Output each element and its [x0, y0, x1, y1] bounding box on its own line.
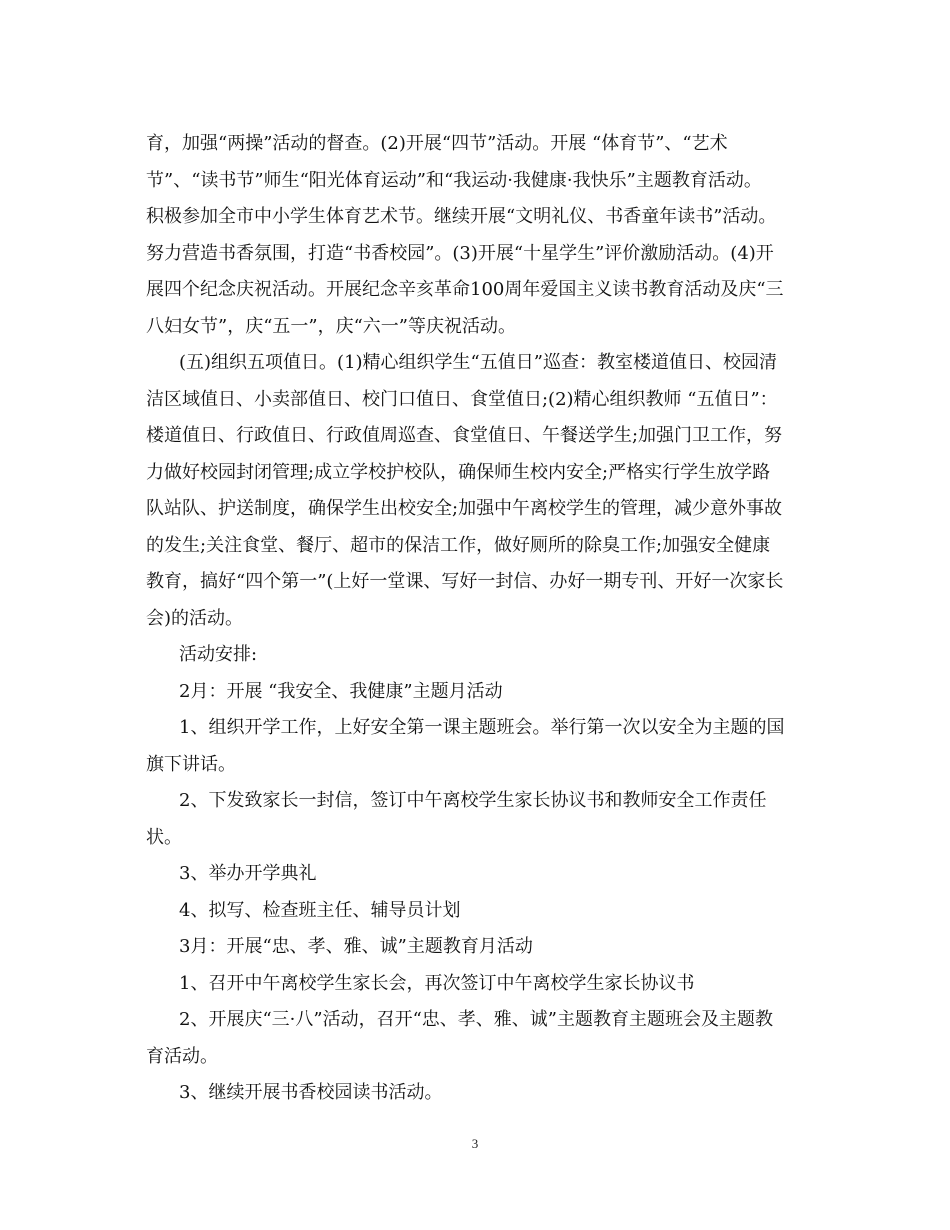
- text-line: 队站队、护送制度，确保学生出校安全;加强中午离校学生的管理，减少意外事故: [146, 498, 783, 519]
- month-heading: 2月：开展 “我安全、我健康”主题月活动: [179, 680, 503, 702]
- text-line: 力做好校园封闭管理;成立学校护校队，确保师生校内安全;严格实行学生放学路: [146, 461, 771, 483]
- text-line: 努力营造书香氛围，打造“书香校园”。(3)开展“十星学生”评价激励活动。(4)开: [146, 242, 774, 264]
- document-body: [146, 126, 808, 1112]
- list-item: 3、举办开学典礼: [179, 863, 317, 884]
- list-item: 2、开展庆“三·八”活动，召开“忠、孝、雅、诚”主题教育主题班会及主题教: [179, 1009, 773, 1030]
- list-item: 4、拟写、检查班主任、辅导员计划: [179, 899, 461, 921]
- text-line: 育活动。: [146, 1045, 218, 1067]
- paragraph-start-line: (五)组织五项值日。(1)精心组织学生“五值日”巡查：教室楼道值日、校园清: [179, 352, 777, 373]
- text-line: 洁区域值日、小卖部值日、校门口值日、食堂值日;(2)精心组织教师 “五值日”：: [146, 388, 778, 410]
- month-heading: 3月：开展“忠、孝、雅、诚”主题教育月活动: [179, 936, 533, 957]
- text-line: 旗下讲话。: [146, 753, 236, 775]
- text-line: 展四个纪念庆祝活动。开展纪念辛亥革命100周年爱国主义读书教育活动及庆“三: [146, 279, 784, 300]
- text-line: 积极参加全市中小学生体育艺术节。继续开展“文明礼仪、书香童年读书”活动。: [146, 206, 777, 227]
- list-item: 3、继续开展书香校园读书活动。: [179, 1082, 443, 1103]
- text-line: 八妇女节”，庆“五一”，庆“六一”等庆祝活动。: [146, 315, 517, 337]
- text-line: 节”、“读书节”师生“阳光体育运动”和“我运动·我健康·我快乐”主题教育活动。: [146, 169, 762, 191]
- section-heading: 活动安排:: [179, 644, 258, 665]
- list-item: 1、组织开学工作，上好安全第一课主题班会。举行第一次以安全为主题的国: [179, 717, 785, 738]
- list-item: 1、召开中午离校学生家长会，再次签订中午离校学生家长协议书: [179, 972, 695, 994]
- list-item: 2、下发致家长一封信，签订中午离校学生家长协议书和教师安全工作责任: [179, 790, 767, 811]
- page-number: 3: [471, 1136, 479, 1151]
- text-line: 会)的活动。: [146, 607, 244, 629]
- text-line: 教育，搞好“四个第一”(上好一堂课、写好一封信、办好一期专刊、开好一次家长: [146, 571, 784, 592]
- text-line: 的发生;关注食堂、餐厅、超市的保洁工作，做好厕所的除臭工作;加强安全健康: [146, 534, 771, 556]
- text-line: 状。: [146, 826, 182, 848]
- text-line: 育，加强“两操”活动的督查。(2)开展“四节”活动。开展 “体育节”、“艺术: [146, 133, 728, 154]
- text-line: 楼道值日、行政值日、行政值周巡查、食堂值日、午餐送学生;加强门卫工作，努: [146, 425, 783, 446]
